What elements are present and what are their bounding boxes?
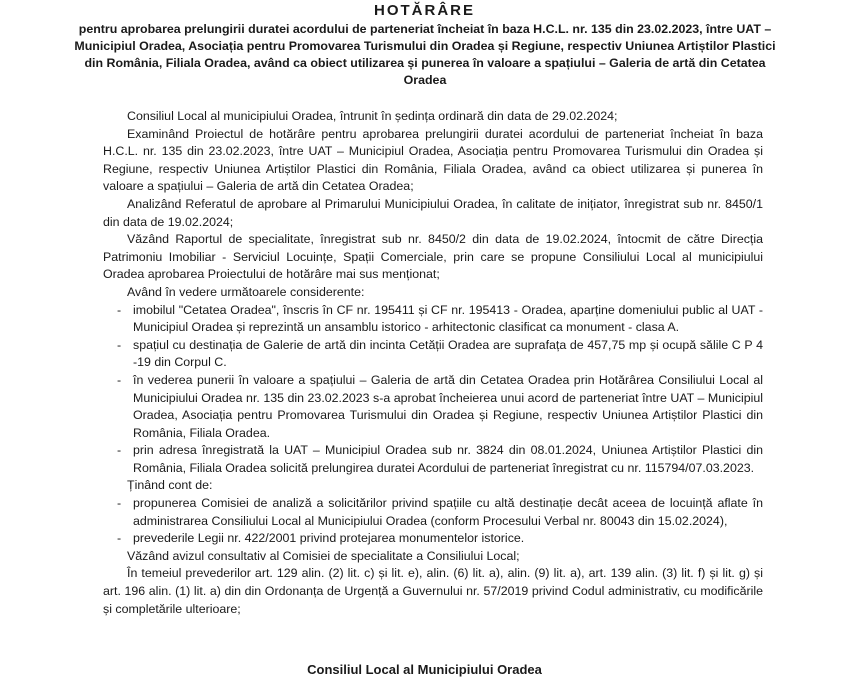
tinand-cont-list: [103, 495, 763, 548]
document-subtitle: pentru aprobarea prelungirii duratei acordului de parteneriat încheiat în baza H.C.L. nr. 135 din 23.02.2023, între UAT – Municipiul Oradea, Asociația pentru Promovarea Turismului din Oradea și Regiune, respectiv Uniunea Artiștilor Plastici din România, Filiala Oradea, având ca obiect utilizarea și punerea în valoare a spațiului – Galeria de artă din Cetatea Oradea: [74, 22, 776, 87]
list-item: - prin adresa înregistrată la UAT – Municipiul Oradea sub nr. 3824 din 08.01.2024, Uniunea Artiștilor Plastici din România, Filiala Oradea solicită prelungirea duratei Acordului de parteneriat înregistrat cu nr. 115794/07.03.2023.: [113, 442, 763, 477]
list-item: - propunerea Comisiei de analiză a solicitărilor privind spațiile cu altă destinație decât aceea de locuință aflate în administrarea Consiliului Local al Municipiului Oradea (conform Procesului Verbal nr. 80043 din 15.02.2024),: [113, 495, 763, 530]
document-title: HOTĂRÂRE: [374, 2, 475, 19]
list-item: - prevederile Legii nr. 422/2001 privind protejarea monumentelor istorice.: [113, 530, 763, 548]
list-item: - spațiul cu destinația de Galerie de artă din incinta Cetății Oradea are suprafața de 457,75 mp și ocupă sălile C P 4 -19 din Corpul C.: [113, 337, 763, 372]
list-item: - imobilul "Cetatea Oradea", înscris în CF nr. 195411 și CF nr. 195413 - Oradea, aparține domeniului public al UAT - Municipiul Oradea și reprezintă un ansamblu istorico - arhitectonic clasificat ca monument - clasa A.: [113, 302, 763, 337]
paragraph-consiliul: Consiliul Local al municipiului Oradea, întrunit în ședința ordinară din data de 29.02.2024;: [127, 109, 618, 123]
paragraph-examinand: Examinând Proiectul de hotărâre pentru aprobarea prelungirii duratei acordului de parteneriat încheiat în baza H.C.L. nr. 135 din 23.02.2023, între UAT – Municipiul Oradea, Asociația pentru Promovarea Turismului din Oradea și Regiune, respectiv Uniunea Artiștilor Plastici din România, Filiala Oradea, având ca obiect utilizarea și punerea în valoare a spațiului – Galeria de artă din Cetatea Oradea;: [103, 126, 763, 194]
document-body: [103, 108, 763, 618]
paragraph-temei: În temeiul prevederilor art. 129 alin. (2) lit. c) și lit. e), alin. (6) lit. a), alin. (9) lit. a), art. 139 alin. (3) lit. f) și lit. g) și art. 196 alin. (1) lit. a) din din Ordonanța de Urgență a Guvernului nr. 57/2019 privind Codul administrativ, cu modificările și completările ulterioare;: [103, 566, 763, 616]
paragraph-aviz: Văzând avizul consultativ al Comisiei de specialitate a Consiliului Local;: [127, 548, 520, 563]
list-item: - în vederea punerii în valoare a spațiului – Galeria de artă din Cetatea Oradea prin Hotărârea Consiliului Local al Municipiului Oradea nr. 135 din 23.02.2023 s-a aprobat încheierea unui acord de parteneriat între UAT – Municipiul Oradea, Asociația pentru Promovarea Turismului din Oradea și Regiune, respectiv Uniunea Artiștilor Plastici din România, Filiala Oradea.: [113, 372, 763, 442]
paragraph-tinand-cont: Ținând cont de:: [127, 478, 213, 493]
paragraph-avand-in-vedere: Având în vedere următoarele considerente:: [127, 284, 365, 299]
paragraph-vazand-raport: Văzând Raportul de specialitate, înregistrat sub nr. 8450/2 din data de 19.02.2024, întocmit de către Direcția Patrimoniu Imobiliar - Serviciul Locuințe, Spații Comerciale, prin care se propune Consiliului Local al municipiului Oradea aprobarea Proiectului de hotărâre mai sus menționat;: [103, 232, 763, 282]
considerente-list: [103, 302, 763, 478]
council-heading: Consiliul Local al Municipiului Oradea: [307, 662, 542, 677]
paragraph-analizand: Analizând Referatul de aprobare al Primarului Municipiului Oradea, în calitate de inițiator, înregistrat sub nr. 8450/1 din data de 19.02.2024;: [103, 196, 763, 229]
